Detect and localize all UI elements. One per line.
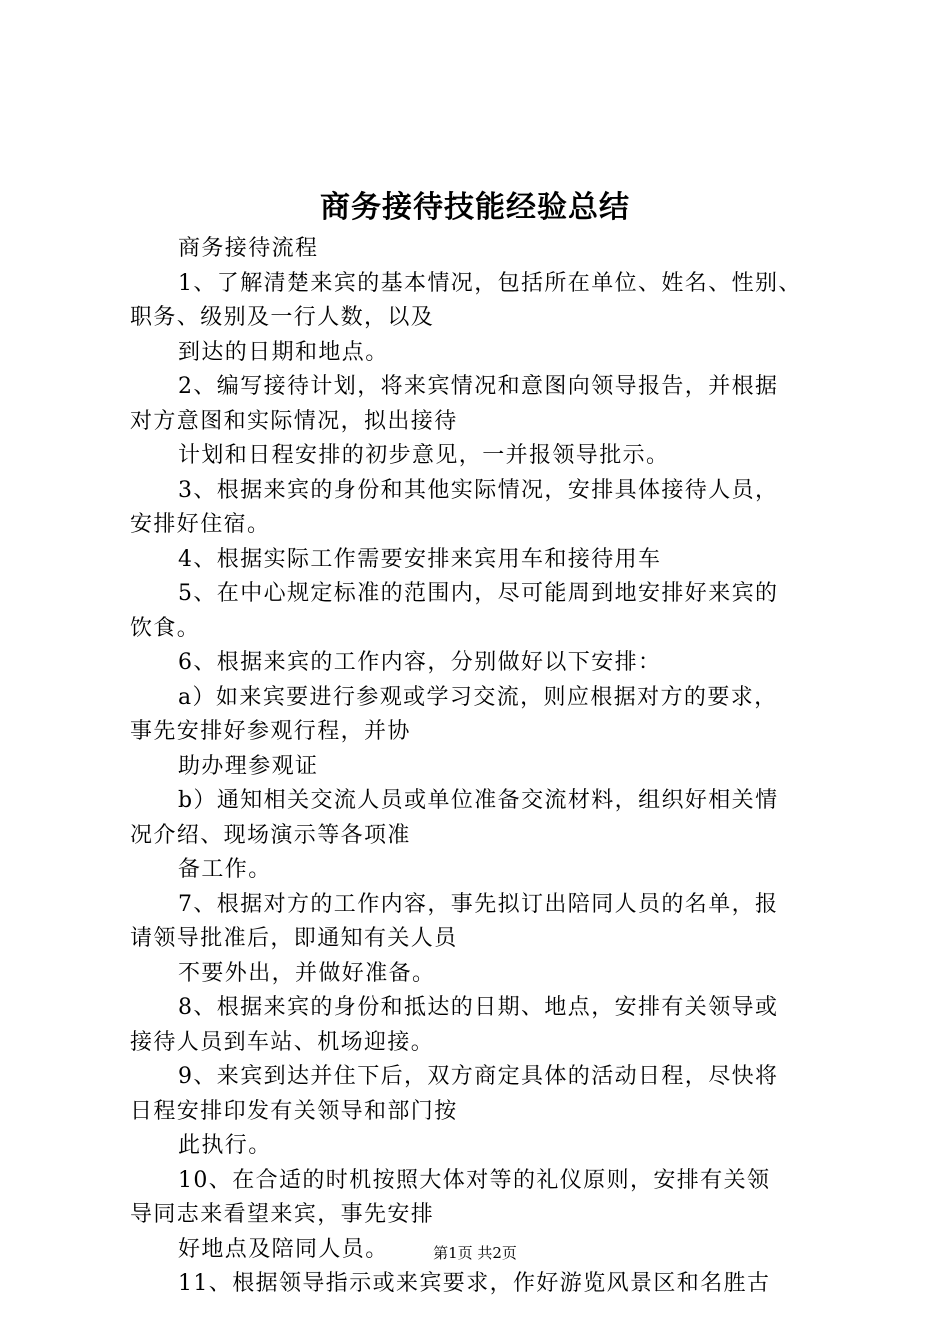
- text-line: 职务、级别及一行人数，以及: [130, 305, 435, 330]
- text-line: 不要外出，并做好准备。: [178, 960, 436, 986]
- text-line: 备工作。: [178, 857, 272, 882]
- text-line: 事先安排好参观行程，并协: [130, 719, 411, 744]
- text-line: 2、编写接待计划，将来宾情况和意图向领导报告，并根据: [178, 374, 779, 399]
- text-line: b）通知相关交流人员或单位准备交流材料，组织好相关情: [178, 788, 779, 813]
- text-line: 4、根据实际工作需要安排来宾用车和接待用车: [178, 546, 662, 572]
- text-line: a）如来宾要进行参观或学习交流，则应根据对方的要求，: [178, 684, 778, 710]
- text-line: 11、根据领导指示或来宾要求，作好游览风景区和名胜古: [178, 1271, 771, 1296]
- text-line: 到达的日期和地点。: [178, 339, 389, 365]
- text-line: 好地点及陪同人员。: [178, 1236, 389, 1262]
- text-line: 饮食。: [130, 615, 201, 641]
- document-title: 商务接待技能经验总结: [320, 190, 630, 225]
- text-line: 安排好住宿。: [130, 512, 271, 537]
- text-line: 请领导批准后，即通知有关人员: [130, 926, 458, 951]
- text-line: 计划和日程安排的初步意见，一并报领导批示。: [178, 443, 670, 468]
- text-line: 对方意图和实际情况，拟出接待: [130, 408, 458, 434]
- text-line: 10、在合适的时机按照大体对等的礼仪原则，安排有关领: [178, 1167, 771, 1193]
- text-line: 5、在中心规定标准的范围内，尽可能周到地安排好来宾的: [178, 581, 779, 606]
- text-line: 8、根据来宾的身份和抵达的日期、地点，安排有关领导或: [178, 995, 779, 1020]
- text-line: 助办理参观证: [178, 753, 319, 779]
- text-line: 导同志来看望来宾，事先安排: [130, 1202, 435, 1227]
- text-line: 1、了解清楚来宾的基本情况，包括所在单位、姓名、性别、: [178, 270, 802, 296]
- text-line: 商务接待流程: [178, 236, 319, 261]
- text-line: 7、根据对方的工作内容，事先拟订出陪同人员的名单，报: [178, 891, 779, 917]
- page-footer: 第1页 共2页: [433, 1244, 517, 1262]
- text-line: 况介绍、现场演示等各项准: [130, 822, 411, 848]
- text-line: 6、根据来宾的工作内容，分别做好以下安排：: [178, 650, 662, 675]
- text-line: 日程安排印发有关领导和部门按: [130, 1098, 458, 1124]
- text-line: 此执行。: [178, 1133, 272, 1158]
- text-line: 3、根据来宾的身份和其他实际情况，安排具体接待人员，: [178, 477, 779, 503]
- text-line: 9、来宾到达并住下后，双方商定具体的活动日程，尽快将: [178, 1064, 779, 1089]
- document-body: [130, 232, 836, 1302]
- text-line: 接待人员到车站、机场迎接。: [130, 1029, 435, 1055]
